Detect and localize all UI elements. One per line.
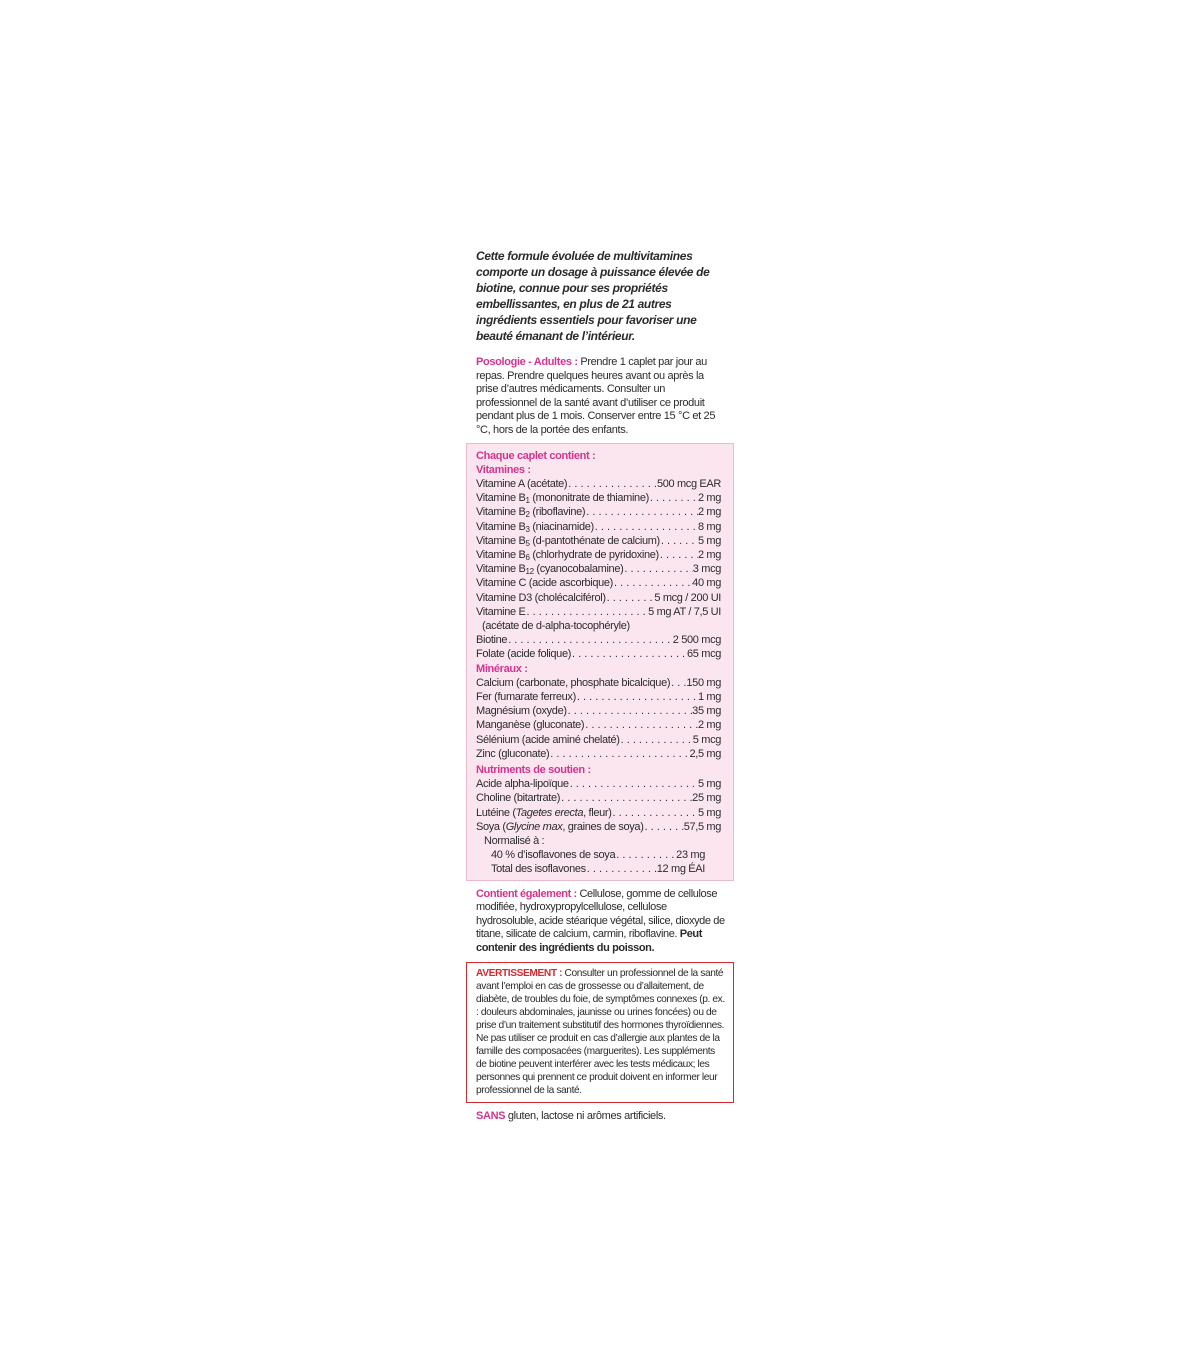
ingredient-name-suffix: , graines de soya)	[562, 820, 644, 833]
ingredient-value: 40 mg	[692, 577, 721, 590]
ingredient-value: 2 500 mcg	[672, 634, 721, 647]
ingredient-subscript: 3	[525, 524, 530, 534]
ingredient-value: 500 mcg EAR	[656, 477, 721, 490]
ingredient-name: Lutéine (	[476, 806, 516, 819]
dot-leader	[569, 777, 698, 791]
contient-label: Contient également :	[476, 887, 577, 900]
ingredient-value: 3 mcg	[692, 563, 721, 576]
label-panel	[466, 248, 734, 1123]
vitamine-e-note: (acétate de d-alpha-tocophéryle)	[482, 620, 630, 632]
ingredient-name: Magnésium (oxyde)	[476, 705, 567, 718]
dot-leader	[670, 676, 686, 690]
dot-leader	[571, 647, 687, 661]
ingredient-row	[476, 491, 721, 505]
ingredient-row	[476, 591, 721, 605]
ingredient-row	[476, 791, 721, 805]
ingredient-value: 2 mg	[697, 492, 721, 505]
intro-text: Cette formule évoluée de multivitamines comporte un dosage à puissance élevée de biotine, connue pour ses propriétés embellissantes, en plus de 21 autres ingrédients essentiels pour favoriser une beauté émanant de l’intérieur.	[476, 249, 710, 343]
ingredient-name-suffix: (niacinamide)	[529, 520, 594, 533]
ingredient-row	[476, 647, 721, 661]
ingredient-name: Vitamine B	[476, 506, 526, 519]
ingredient-name: Vitamine B	[476, 548, 526, 561]
section-soutien: Nutriments de soutien :	[476, 764, 591, 777]
dot-leader	[620, 733, 693, 747]
dot-leader	[613, 576, 692, 590]
ingredient-name-suffix: (chlorhydrate de pyridoxine)	[529, 548, 659, 561]
ingredient-row	[476, 820, 721, 834]
ingredient-name: Acide alpha-lipoïque	[476, 778, 569, 791]
ingredient-name: Vitamine B	[476, 492, 526, 505]
ingredient-value: 2 mg	[697, 506, 721, 519]
ingredient-row	[476, 718, 721, 732]
section-mineraux: Minéraux :	[476, 662, 528, 675]
ingredient-name: Vitamine E	[476, 605, 526, 618]
ingredient-latin-name: Glycine max	[505, 820, 563, 833]
dot-leader	[584, 718, 698, 732]
dot-leader	[606, 591, 655, 605]
ingredient-name: Manganèse (gluconate)	[476, 719, 585, 732]
section-vitamines: Vitamines :	[476, 463, 531, 476]
dot-leader	[660, 534, 698, 548]
ingredient-row	[476, 690, 721, 704]
warning-box	[466, 962, 734, 1103]
dot-leader	[585, 505, 698, 519]
ingredient-name: Choline (bitartrate)	[476, 792, 561, 805]
ingredient-row	[476, 676, 721, 690]
ingredient-value: 1 mg	[697, 691, 721, 704]
ingredient-value: 5 mcg	[692, 733, 721, 746]
contient-text: Cellulose, gomme de cellulose modifiée, hydroxypropylcellulose, cellulose hydrosoluble, acide stéarique végétal, silice, dioxyde de titane, silicate de calcium, carmin, riboflavine.	[476, 887, 725, 941]
ingredient-name: Vitamine A (acétate)	[476, 477, 568, 490]
dot-leader	[576, 690, 698, 704]
ingredient-row	[476, 520, 721, 534]
ingredient-subscript: 5	[525, 538, 530, 548]
warning-label: AVERTISSEMENT :	[476, 967, 563, 979]
ingredient-row	[476, 633, 721, 647]
ingredient-value: 5 mg	[697, 778, 721, 791]
ingredient-name: Total des isoflavones	[491, 863, 586, 876]
ingredient-value: 23 mg	[676, 849, 705, 862]
dot-leader	[586, 862, 657, 876]
ingredient-value: 8 mg	[697, 520, 721, 533]
posologie	[476, 356, 726, 438]
dot-leader	[649, 491, 698, 505]
ingredient-latin-name: Tagetes erecta	[515, 806, 584, 819]
dot-leader	[615, 848, 676, 862]
facts-title: Chaque caplet contient :	[476, 449, 596, 462]
supplement-facts-box	[466, 443, 734, 881]
ingredient-name-suffix: , fleur)	[583, 806, 612, 819]
dot-leader	[560, 791, 692, 805]
ingredient-subscript: 2	[525, 510, 530, 520]
ingredient-value: 5 mcg / 200 UI	[654, 591, 721, 604]
ingredient-row	[476, 505, 721, 519]
ingredient-value: 5 mg AT / 7,5 UI	[648, 605, 721, 618]
ingredient-value: 57,5 mg	[683, 820, 721, 833]
ingredient-subscript: 6	[525, 552, 530, 562]
ingredient-row	[491, 862, 705, 876]
warning-text: Consulter un professionnel de la santé avant l’emploi en cas de grossesse ou d’allaitement, de diabète, de troubles du foie, de symptômes connexes (p. ex. : douleurs abdominales, jaunisse ou urines foncées) ou de prise d’un traitement substitutif des hormones thyroïdiennes. Ne pas utiliser ce produit en cas d’allergie aux plantes de la famille des composacées (marguerites). Les suppléments de biotine peuvent interférer avec les tests médicaux; les personnes qui prennent ce produit doivent en informer leur professionnel de la santé.	[476, 967, 725, 1097]
sans-line	[476, 1109, 734, 1123]
ingredient-row	[476, 534, 721, 548]
dot-leader	[567, 704, 693, 718]
ingredient-name: Sélénium (acide aminé chelaté)	[476, 733, 620, 746]
dot-leader	[567, 477, 657, 491]
ingredient-row	[476, 605, 721, 619]
ingredient-name-suffix: (riboflavine)	[529, 506, 586, 519]
ingredient-name-suffix: (d-pantothénate de calcium)	[529, 534, 660, 547]
posologie-label: Posologie - Adultes :	[476, 356, 578, 368]
ingredient-value: 150 mg	[686, 676, 721, 689]
ingredient-row	[491, 848, 705, 862]
sans-text: gluten, lactose ni arômes artificiels.	[505, 1109, 666, 1122]
ingredient-name-suffix: (cyanocobalamine)	[533, 563, 624, 576]
contient-bold: Peut contenir des ingrédients du poisson.	[476, 928, 703, 955]
ingredient-value: 65 mcg	[687, 648, 721, 661]
ingredient-value: 2 mg	[697, 719, 721, 732]
ingredient-value: 2,5 mg	[689, 747, 721, 760]
ingredient-name: Zinc (gluconate)	[476, 747, 550, 760]
contient-egalement	[476, 888, 728, 956]
ingredient-subscript: 1	[525, 496, 530, 506]
dot-leader	[659, 548, 698, 562]
ingredient-name: Biotine	[476, 634, 508, 647]
normalise-label: Normalisé à :	[484, 835, 545, 848]
ingredient-row	[476, 733, 721, 747]
ingredient-name: Folate (acide folique)	[476, 648, 572, 661]
ingredient-row	[476, 806, 721, 820]
sans-label: SANS	[476, 1109, 506, 1122]
ingredient-name: Fer (fumarate ferreux)	[476, 691, 576, 704]
ingredient-name: Vitamine B	[476, 534, 526, 547]
ingredient-name: Soya (	[476, 820, 506, 833]
ingredient-value: 2 mg	[697, 548, 721, 561]
ingredient-name: Vitamine B	[476, 520, 526, 533]
ingredient-value: 12 mg ÉAI	[656, 863, 705, 876]
ingredient-subscript: 12	[525, 567, 534, 577]
ingredient-row	[476, 576, 721, 590]
ingredient-row	[476, 747, 721, 761]
ingredient-name: Vitamine B	[476, 563, 526, 576]
ingredient-value: 35 mg	[692, 705, 721, 718]
ingredient-row	[476, 477, 721, 491]
dot-leader	[623, 562, 692, 576]
ingredient-row	[476, 562, 721, 576]
ingredient-name: 40 % d’isoflavones de soya	[491, 849, 616, 862]
ingredient-value: 5 mg	[697, 534, 721, 547]
ingredient-row	[476, 548, 721, 562]
ingredient-value: 25 mg	[692, 792, 721, 805]
dot-leader	[507, 633, 673, 647]
ingredient-name-suffix: (mononitrate de thiamine)	[529, 492, 649, 505]
ingredient-name: Vitamine D3 (cholécalciférol)	[476, 591, 606, 604]
posologie-text: Prendre 1 caplet par jour au repas. Prendre quelques heures avant ou après la prise d’autres médicaments. Consulter un professionnel de la santé avant d’utiliser ce produit pendant plus de 1 mois. Conserver entre 15 °C et 25 °C, hors de la portée des enfants.	[476, 356, 716, 436]
ingredient-row	[476, 777, 721, 791]
dot-leader	[549, 747, 689, 761]
ingredient-name: Calcium (carbonate, phosphate bicalcique)	[476, 676, 671, 689]
ingredient-row	[476, 704, 721, 718]
dot-leader	[526, 605, 649, 619]
dot-leader	[594, 520, 698, 534]
ingredient-name: Vitamine C (acide ascorbique)	[476, 577, 613, 590]
ingredient-value: 5 mg	[697, 806, 721, 819]
